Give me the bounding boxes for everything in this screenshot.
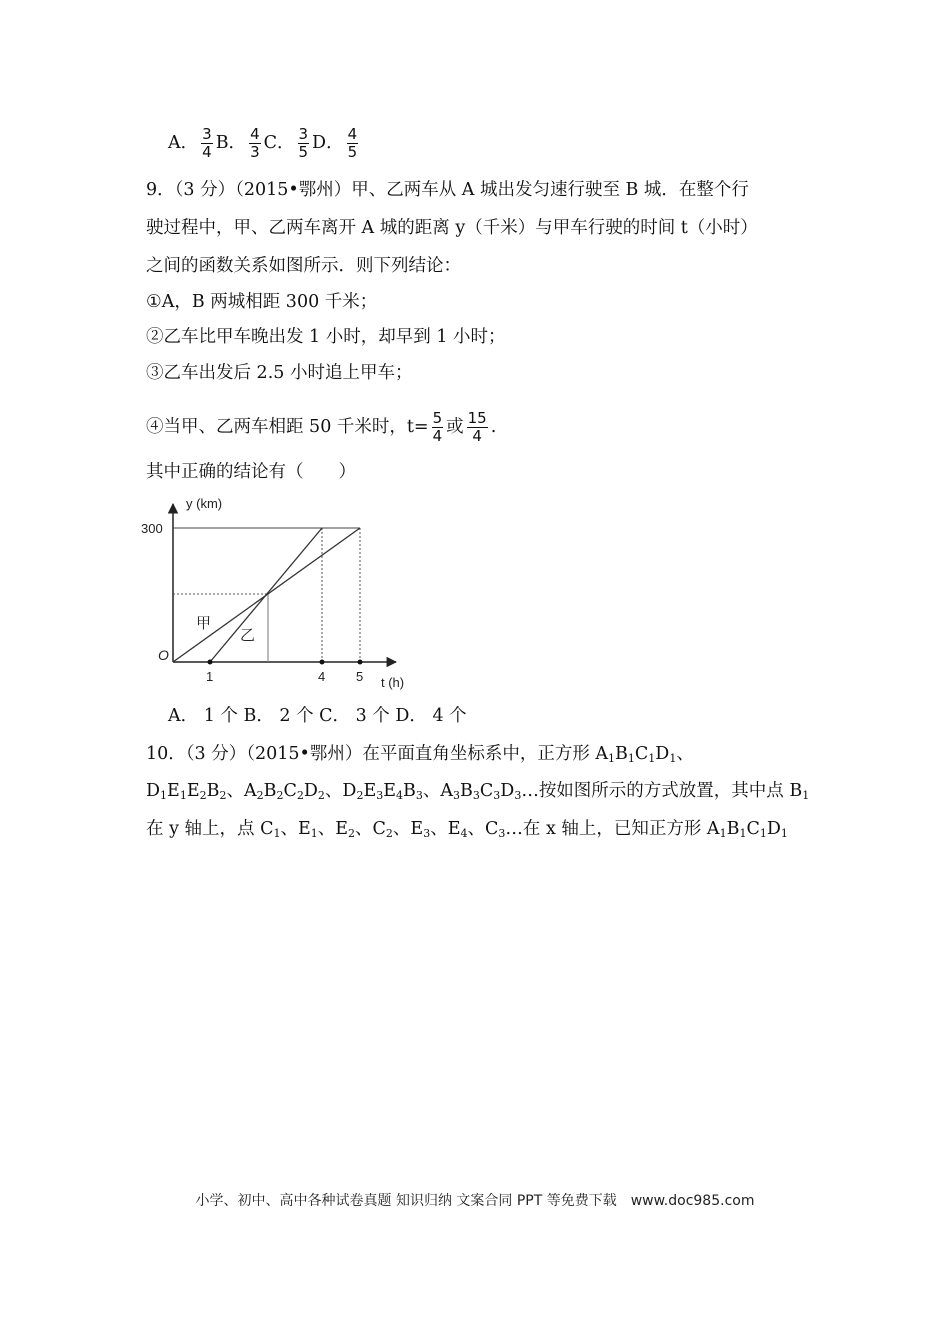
c4-text: ④当甲、乙两车相距 50 千米时，t= <box>146 417 429 437</box>
option-a-label: A． <box>168 133 199 153</box>
option-b-label: B． <box>215 133 247 153</box>
c4-fraction-1: $\frac{5}{4}$ <box>432 409 443 445</box>
q9-line-2: 驶过程中，甲、乙两车离开 A 城的距离 y（千米）与甲车行驶的时间 t（小时） <box>146 218 758 238</box>
x-tick-4: 4 <box>318 669 326 684</box>
q9-options: A． 1 个 B． 2 个 C． 3 个 D． 4 个 <box>168 706 467 726</box>
q10-line-1: 10．（3 分）（2015•鄂州）在平面直角坐标系中，正方形 $A_1B_1C_1D_1$、 <box>146 744 694 765</box>
q9-conclusion-2: ②乙车比甲车晚出发 1 小时，却早到 1 小时； <box>146 327 506 347</box>
q9-conclusion-3: ③乙车出发后 2.5 小时追上甲车； <box>146 363 413 383</box>
label-yi: 乙 <box>240 627 256 644</box>
page-footer: 小学、初中、高中各种试卷真题 知识归纳 文案合同 PPT 等免费下载 www.doc985.com <box>195 1193 755 1209</box>
q9-question: 其中正确的结论有（ ） <box>146 462 356 482</box>
x-tick-1: 1 <box>206 669 214 684</box>
y-tick-300: 300 <box>141 521 163 536</box>
x-tick-5: 5 <box>356 669 364 684</box>
distance-time-graph <box>138 492 418 694</box>
option-d-label: D． <box>312 133 344 153</box>
point-t1 <box>208 660 213 665</box>
label-jia: 甲 <box>196 615 212 632</box>
line-yi <box>210 528 322 662</box>
q9-conclusion-4 <box>146 410 496 445</box>
option-a-fraction: $\frac{3}{4}$ <box>202 125 212 161</box>
q9-line-1: 9．（3 分）（2015•鄂州）甲、乙两车从 A 城出发匀速行驶至 B 城．在整个行 <box>146 180 749 200</box>
q9-conclusion-1: ①A，B 两城相距 300 千米； <box>146 292 378 312</box>
c4-fraction-2: $\frac{15}{4}$ <box>467 409 487 445</box>
q10-line-3: 在 y 轴上，点 $C_1$、$E_1$、$E_2$、$C_2$、$E_3$、$E_4$、$C_3\dots$在 x 轴上，已知正方形 $A_1B_1C_1D_1$ <box>146 819 788 840</box>
c4-end: . <box>490 417 497 437</box>
point-t4 <box>320 660 325 665</box>
point-t5 <box>358 660 363 665</box>
x-axis-label: t (h) <box>381 675 405 690</box>
c4-or: 或 <box>446 417 464 437</box>
q9-line-3: 之间的函数关系如图所示．则下列结论： <box>146 256 461 276</box>
option-d-fraction: $\frac{4}{5}$ <box>347 125 358 161</box>
y-axis-label: y (km) <box>186 496 223 511</box>
option-c-fraction: $\frac{3}{5}$ <box>298 125 309 161</box>
origin-label: O <box>158 647 169 663</box>
option-c-label: C． <box>263 133 295 153</box>
q8-options <box>168 126 361 161</box>
option-b-fraction: $\frac{4}{3}$ <box>250 125 260 161</box>
q10-line-2: $D_1E_1E_2B_2$、$A_2B_2C_2D_2$、$D_2E_3E_4B_3$、$A_3B_3C_3D_3\dots$按如图所示的方式放置，其中点 $B_1$ <box>146 781 810 802</box>
